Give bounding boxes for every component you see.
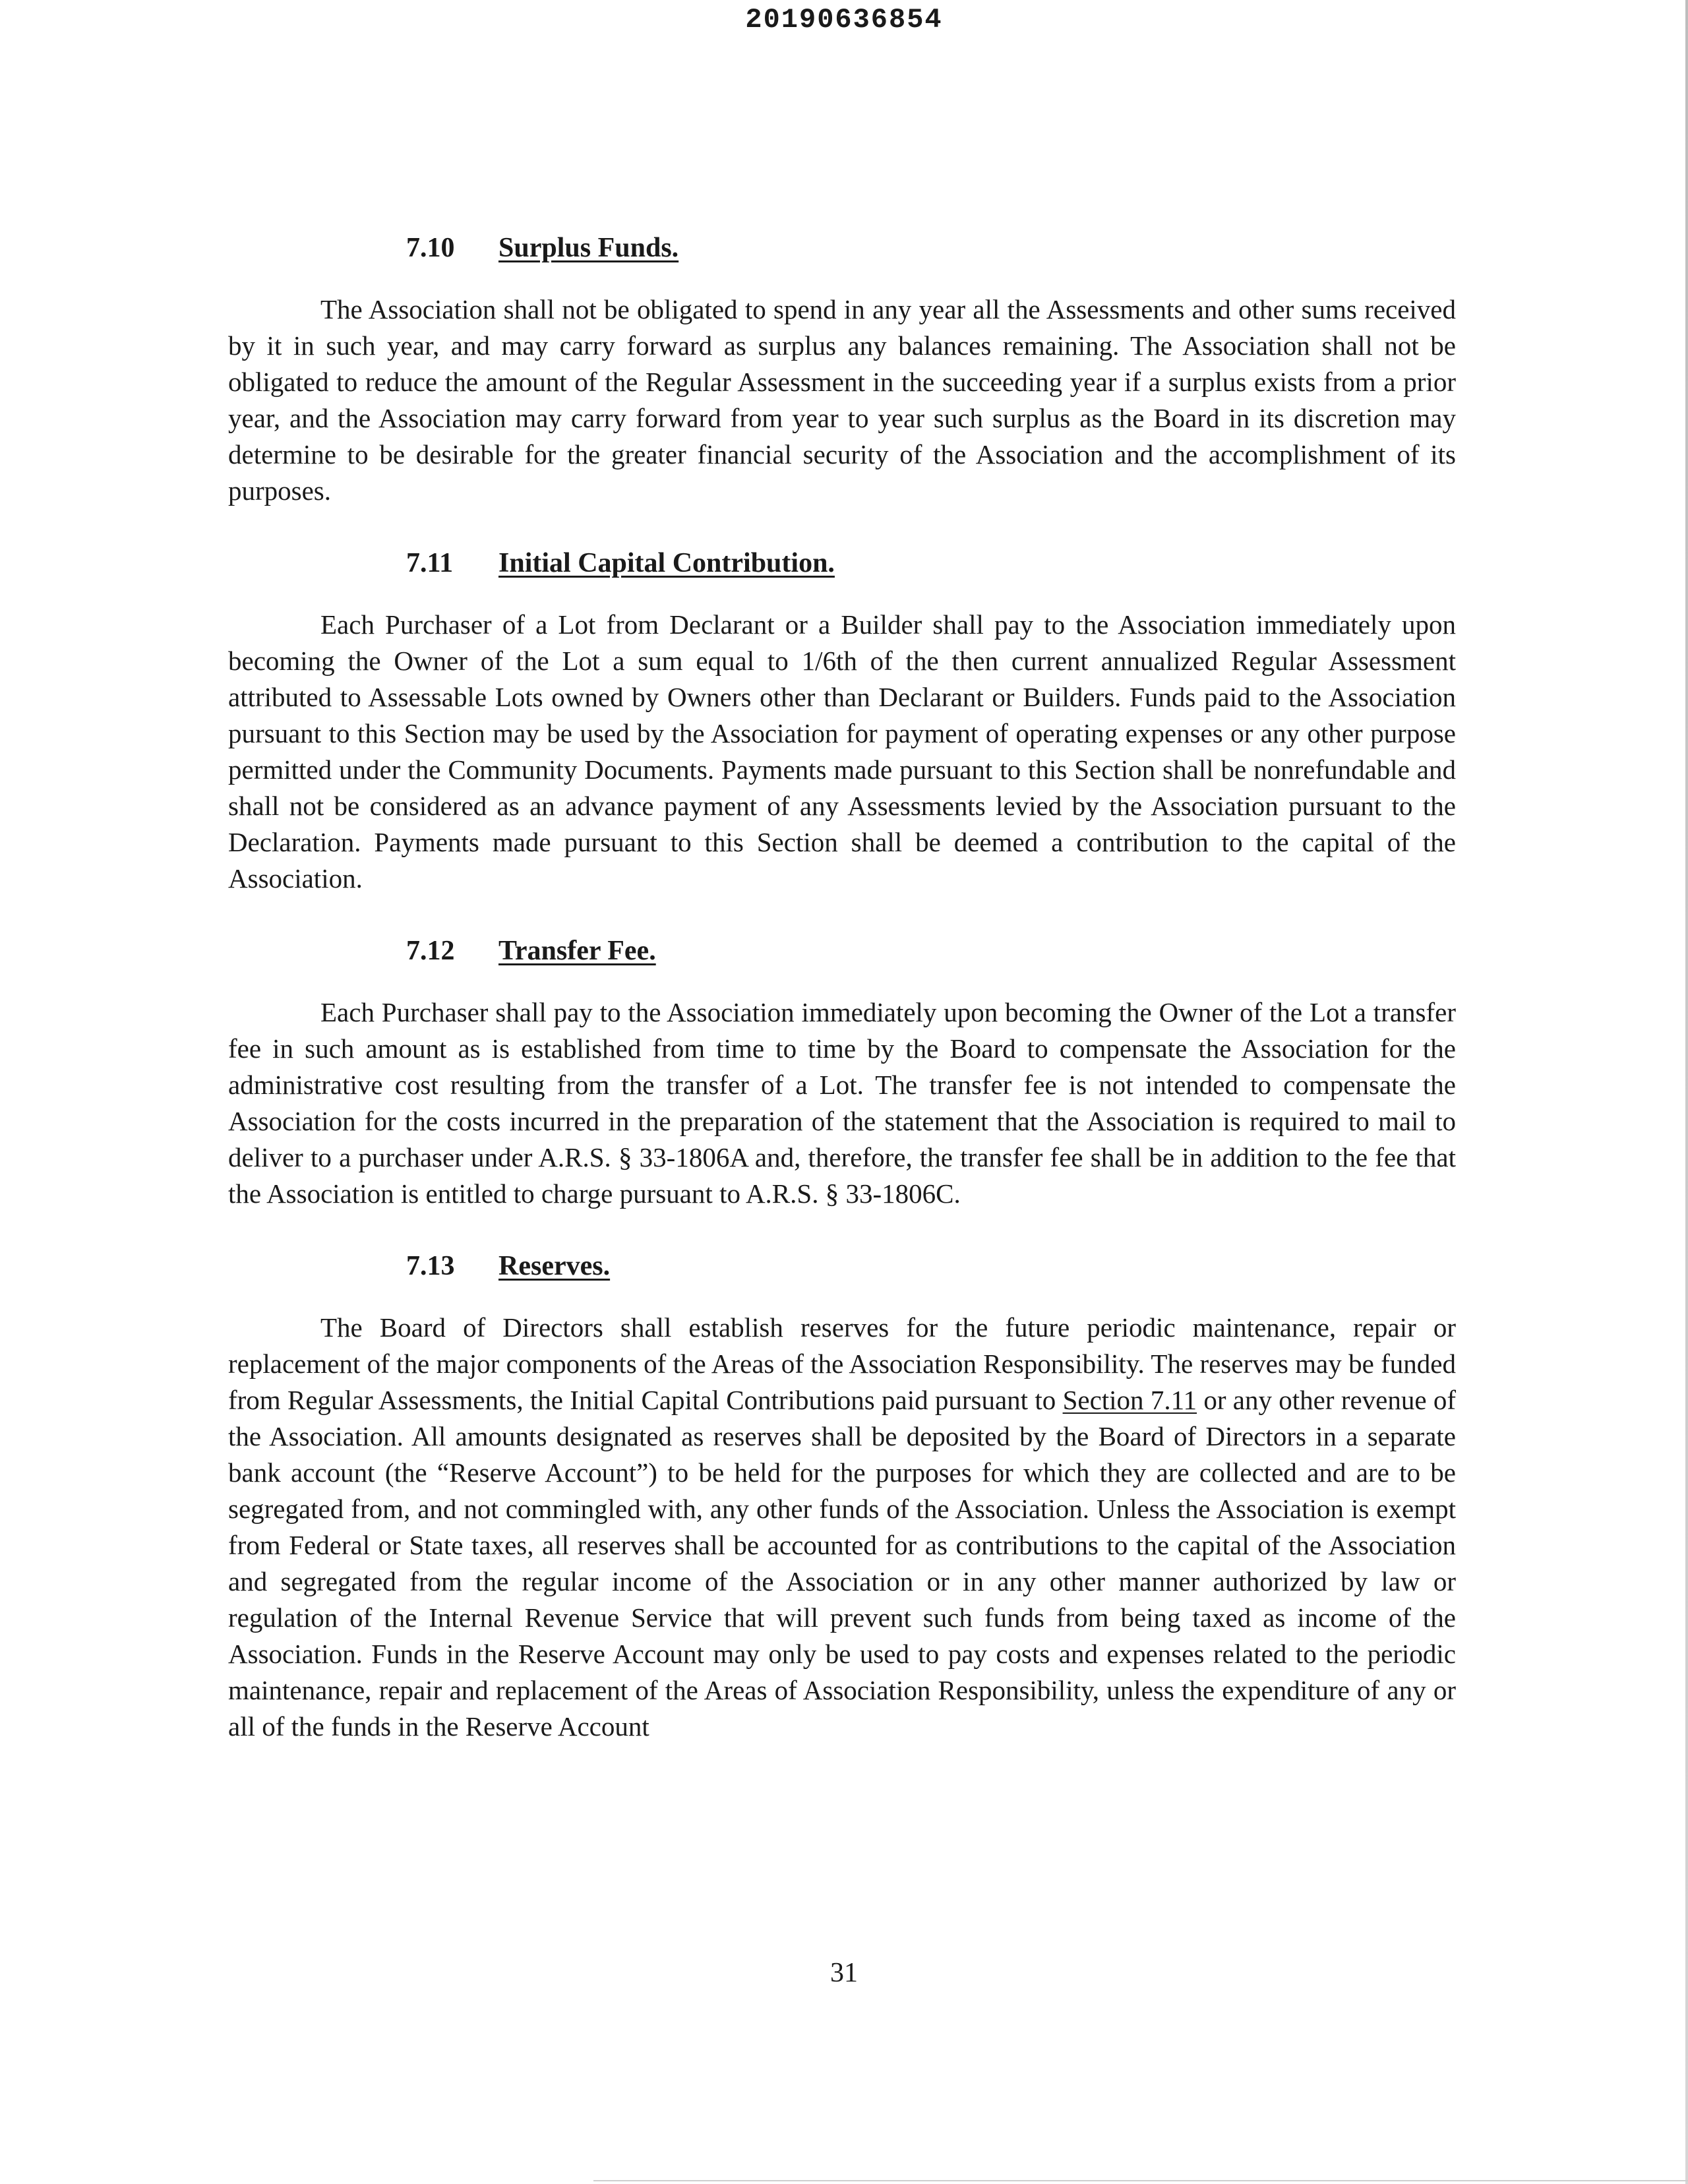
document-number: 20190636854 [745, 4, 943, 36]
document-body [228, 231, 1456, 1782]
section-number: 7.11 [406, 548, 454, 578]
scan-edge-line [1685, 0, 1688, 2184]
section-heading-7-11 [406, 546, 1456, 580]
paragraph-text-after: or any other revenue of the Association. All amounts designated as reserves shall be deposited by the Board of Directors in a separate bank account (the “Reserve Account”) to be held for the purposes for which they are collected and are to be segregated from, and not commingled with, any other funds of the Association. Unless the Association is exempt from Federal or State taxes, all reserves shall be accounted for as contributions to the capital of the Association and segregated from the regular income of the Association or in any other manner authorized by law or regulation of the Internal Revenue Service that will prevent such funds from being taxed as income of the Association. Funds in the Reserve Account may only be used to pay costs and expenses related to the periodic maintenance, repair and replacement of the Areas of Association Responsibility, unless the expenditure of any or all of the funds in the Reserve Account [228, 1385, 1457, 1742]
section-paragraph-7-11: Each Purchaser of a Lot from Declarant or a Builder shall pay to the Association immediately upon becoming the Owner of the Lot a sum equal to 1/6th of the then current annualized Regular Assessment attributed to Assessable Lots owned by Owners other than Declarant or Builders. Funds paid to the Association pursuant to this Section may be used by the Association for payment of operating expenses or any other purpose permitted under the Community Documents. Payments made pursuant to this Section shall be nonrefundable and shall not be considered as an advance payment of any Assessments levied by the Association pursuant to the Declaration. Payments made pursuant to this Section shall be deemed a contribution to the capital of the Association. [228, 609, 1456, 894]
section-title: Surplus Funds. [498, 233, 679, 263]
section-heading-7-13 [406, 1249, 1456, 1283]
paragraph-text-before: The Board of Directors shall establish reserves for the future periodic maintenance, repair or replacement of the major components of the Areas of the Association Responsibility. The reserves may be funded from Regular Assessments, the Initial Capital Contributions paid pursuant to [228, 1312, 1456, 1415]
scan-bottom-line [593, 2180, 1688, 2181]
section-paragraph-7-13 [228, 1310, 1456, 1745]
section-number: 7.13 [406, 1251, 455, 1281]
section-title: Transfer Fee. [498, 936, 656, 966]
section-title: Reserves. [498, 1251, 611, 1281]
section-reference-link[interactable]: Section 7.11 [1062, 1385, 1197, 1415]
section-paragraph-7-12: Each Purchaser shall pay to the Association immediately upon becoming the Owner of the Lot a transfer fee in such amount as is established from time to time by the Board to compensate the Association for the administrative cost resulting from the transfer of a Lot. The transfer fee is not intended to compensate the Association for the costs incurred in the preparation of the statement that the Association is required to mail to deliver to a purchaser under A.R.S. § 33-1806A and, therefore, the transfer fee shall be in addition to the fee that the Association is entitled to charge pursuant to A.R.S. § 33-1806C. [228, 997, 1456, 1209]
section-heading-7-12 [406, 934, 1456, 968]
section-paragraph-7-10: The Association shall not be obligated to spend in any year all the Assessments and other sums received by it in such year, and may carry forward as surplus any balances remaining. The Association shall not be obligated to reduce the amount of the Regular Assessment in the succeeding year if a surplus exists from a prior year, and the Association may carry forward from year to year such surplus as the Board in its discretion may determine to be desirable for the greater financial security of the Association and the accomplishment of its purposes. [228, 294, 1456, 506]
page-number: 31 [830, 1958, 858, 1988]
section-heading-7-10 [406, 231, 1456, 265]
section-number: 7.10 [406, 233, 455, 263]
section-title: Initial Capital Contribution. [498, 548, 835, 578]
section-number: 7.12 [406, 936, 455, 966]
